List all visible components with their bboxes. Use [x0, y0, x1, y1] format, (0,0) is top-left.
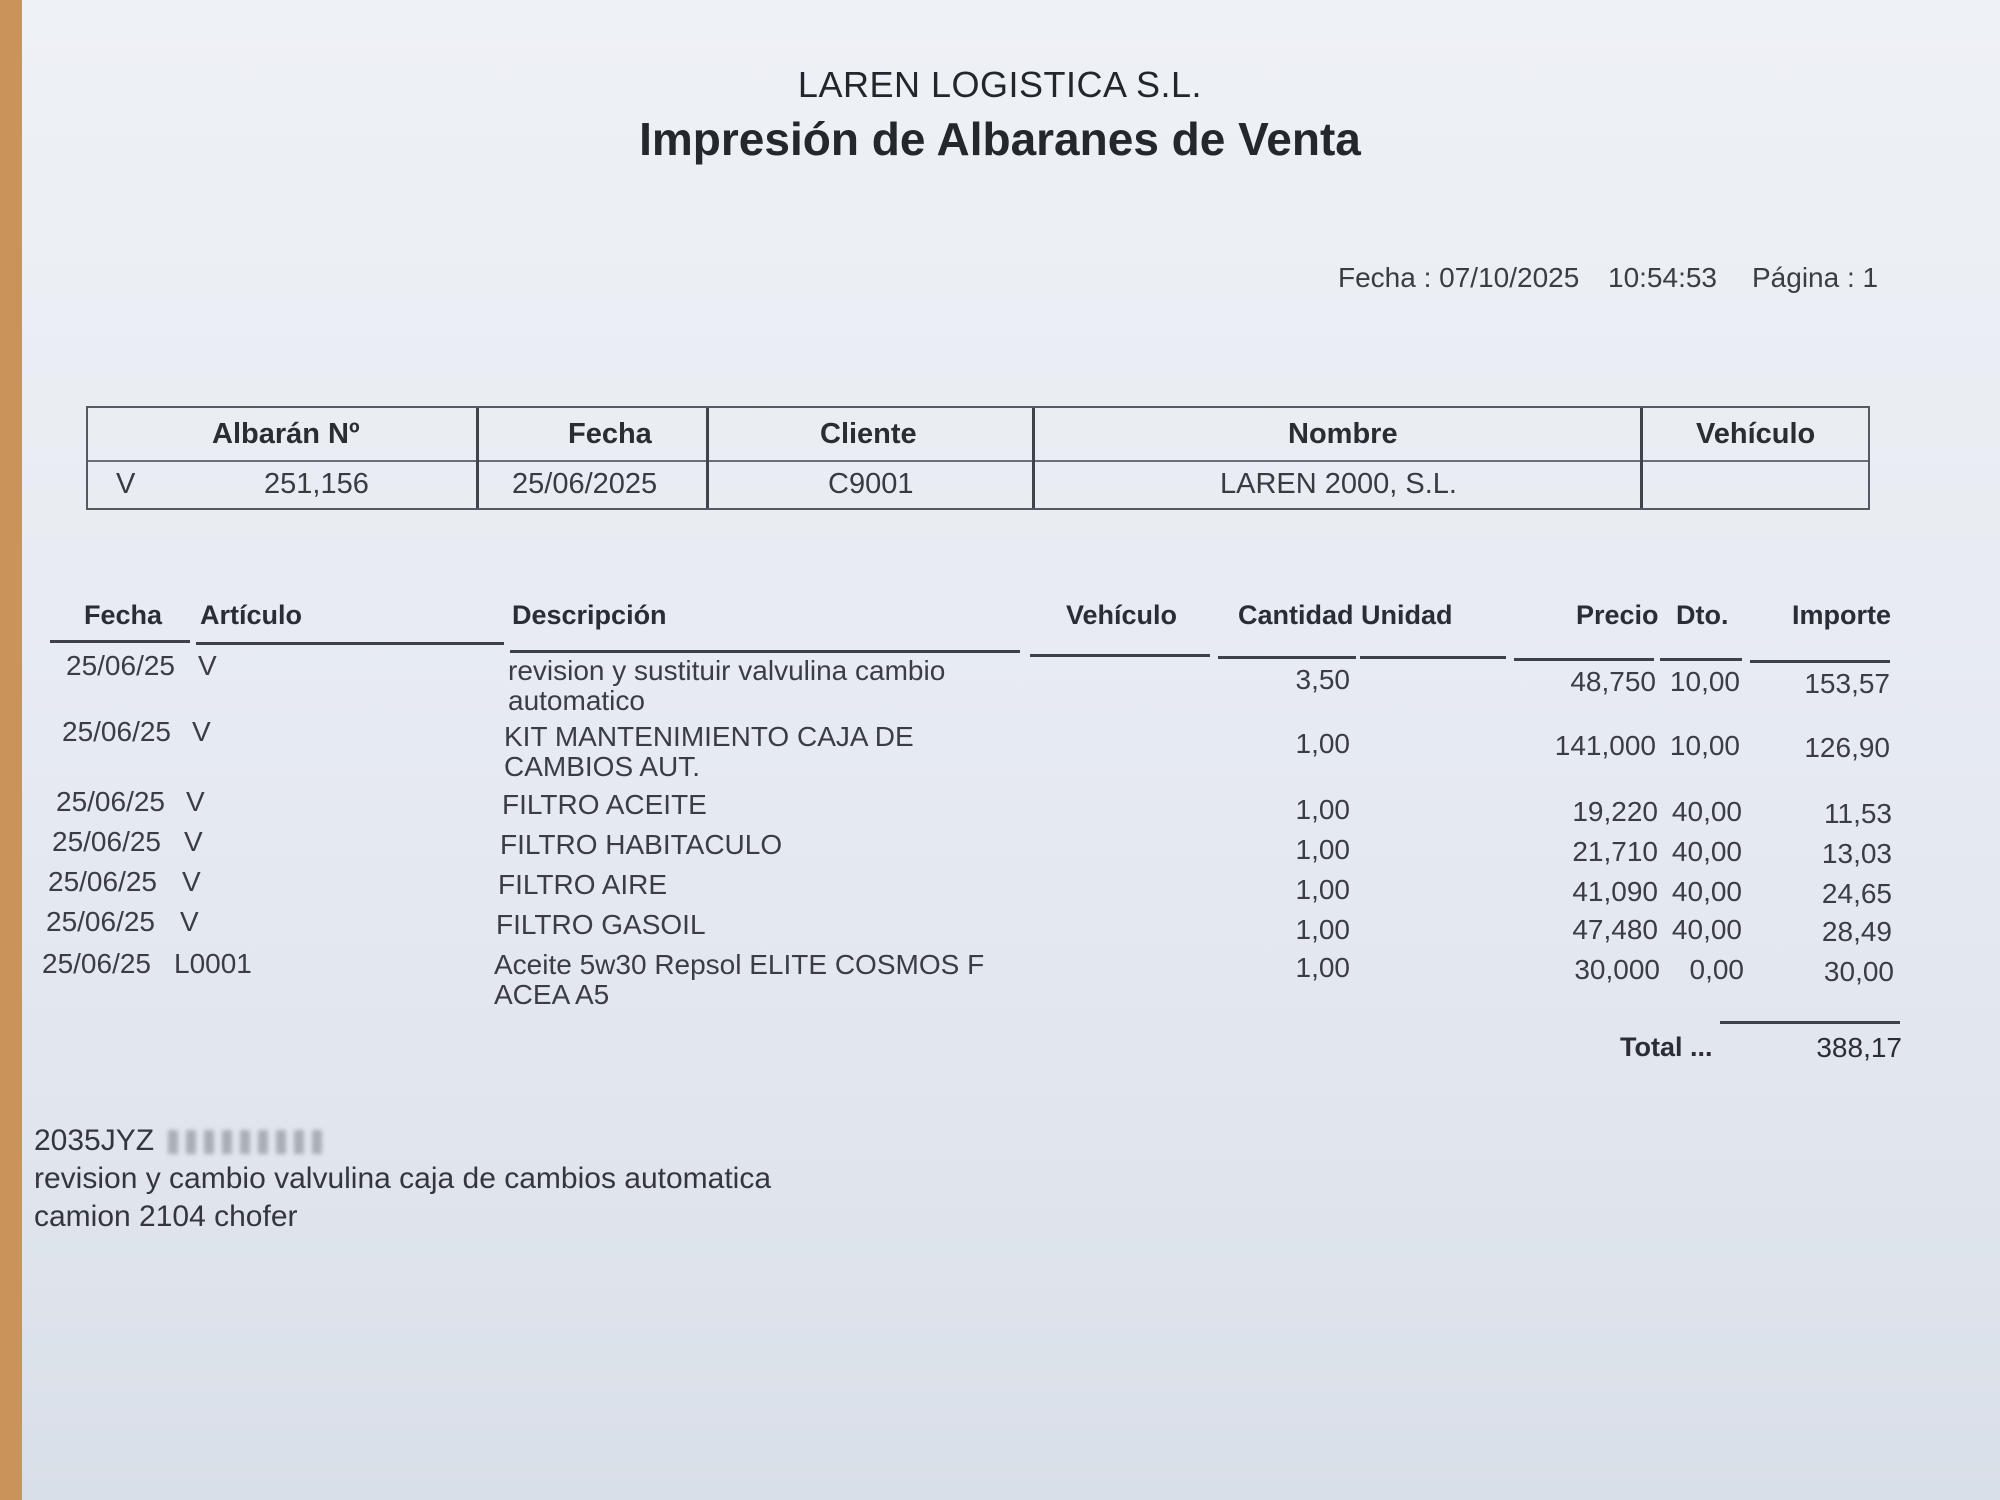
row-importe: 153,57	[1804, 668, 1890, 699]
row-cantidad: 1,00	[1295, 794, 1350, 825]
row-fecha: 25/06/25	[56, 786, 165, 817]
vehicle-plate-line	[34, 1124, 328, 1158]
print-date: Fecha : 07/10/2025	[1338, 262, 1580, 293]
total-value: 388,17	[1816, 1032, 1902, 1063]
row-importe: 24,65	[1821, 878, 1892, 909]
row-cantidad: 3,50	[1295, 664, 1350, 695]
col-vehiculo: Vehículo	[1066, 600, 1178, 630]
document-title: Impresión de Albaranes de Venta	[639, 113, 1361, 165]
note-line-1: revision y cambio valvulina caja de cambios automatica	[34, 1162, 772, 1195]
row-descripcion: Aceite 5w30 Repsol ELITE COSMOS F ACEA A5	[494, 949, 985, 1010]
row-cantidad: 1,00	[1295, 874, 1350, 905]
row-descripcion: FILTRO AIRE	[498, 869, 668, 900]
row-importe: 28,49	[1821, 916, 1892, 947]
row-dto: 40,00	[1671, 876, 1742, 907]
client-name: LAREN 2000, S.L.	[1220, 468, 1457, 500]
row-articulo: V	[186, 786, 205, 817]
row-importe: 126,90	[1804, 732, 1890, 763]
row-fecha: 25/06/25	[66, 650, 175, 681]
row-articulo: V	[184, 826, 203, 857]
vehiculo-label: Vehículo	[1696, 418, 1816, 450]
row-dto: 40,00	[1671, 836, 1742, 867]
vehicle-plate: 2035JYZ	[34, 1124, 155, 1157]
nombre-label: Nombre	[1288, 418, 1398, 450]
row-dto: 40,00	[1671, 796, 1742, 827]
row-articulo: L0001	[174, 948, 252, 979]
row-articulo: V	[180, 906, 199, 937]
row-descripcion: FILTRO GASOIL	[496, 909, 706, 940]
col-articulo: Artículo	[200, 600, 303, 630]
row-fecha: 25/06/25	[48, 866, 157, 897]
total-label: Total ...	[1620, 1032, 1713, 1062]
row-articulo: V	[198, 650, 217, 681]
redacted-text	[168, 1130, 328, 1154]
row-cantidad: 1,00	[1295, 952, 1350, 983]
row-precio: 48,750	[1570, 666, 1656, 697]
row-precio: 41,090	[1572, 876, 1658, 907]
row-descripcion: KIT MANTENIMIENTO CAJA DE CAMBIOS AUT.	[504, 721, 914, 782]
page-number: Página : 1	[1752, 262, 1879, 293]
row-precio: 141,000	[1554, 730, 1656, 761]
row-importe: 30,00	[1823, 956, 1894, 987]
col-dto: Dto.	[1676, 600, 1729, 630]
row-articulo: V	[192, 716, 211, 747]
client-code: C9001	[828, 468, 914, 500]
row-precio: 19,220	[1572, 796, 1658, 827]
cliente-label: Cliente	[820, 418, 917, 450]
row-descripcion: FILTRO HABITACULO	[500, 829, 783, 860]
col-cantidad-unidad: Cantidad Unidad	[1238, 600, 1453, 630]
row-cantidad: 1,00	[1295, 914, 1350, 945]
row-fecha: 25/06/25	[62, 716, 171, 747]
albaran-date: 25/06/2025	[512, 468, 658, 500]
note-line-2: camion 2104 chofer	[34, 1200, 298, 1233]
row-importe: 13,03	[1821, 838, 1892, 869]
albaran-series: V	[116, 468, 136, 500]
company-name: LAREN LOGISTICA S.L.	[797, 64, 1203, 105]
albaran-number: 251,156	[264, 468, 369, 500]
row-fecha: 25/06/25	[46, 906, 155, 937]
row-dto: 0,00	[1689, 954, 1744, 985]
print-time: 10:54:53	[1608, 262, 1717, 293]
row-precio: 30,000	[1574, 954, 1660, 985]
row-cantidad: 1,00	[1295, 834, 1350, 865]
row-importe: 11,53	[1824, 798, 1892, 829]
col-descripcion: Descripción	[512, 600, 667, 630]
col-importe: Importe	[1792, 600, 1892, 630]
row-precio: 21,710	[1572, 836, 1658, 867]
total-rule	[1720, 1021, 1900, 1024]
row-descripcion: FILTRO ACEITE	[502, 789, 707, 820]
albaran-label: Albarán Nº	[212, 418, 360, 450]
row-cantidad: 1,00	[1295, 728, 1350, 759]
col-precio: Precio	[1576, 600, 1659, 630]
row-dto: 40,00	[1671, 914, 1742, 945]
row-descripcion: revision y sustituir valvulina cambio automatico	[508, 655, 946, 716]
row-dto: 10,00	[1669, 730, 1740, 761]
row-fecha: 25/06/25	[42, 948, 151, 979]
row-precio: 47,480	[1572, 914, 1658, 945]
row-dto: 10,00	[1669, 666, 1740, 697]
fecha-label: Fecha	[568, 418, 652, 450]
row-fecha: 25/06/25	[52, 826, 161, 857]
col-fecha: Fecha	[84, 600, 163, 630]
row-articulo: V	[182, 866, 201, 897]
delivery-note-header	[86, 406, 1870, 510]
